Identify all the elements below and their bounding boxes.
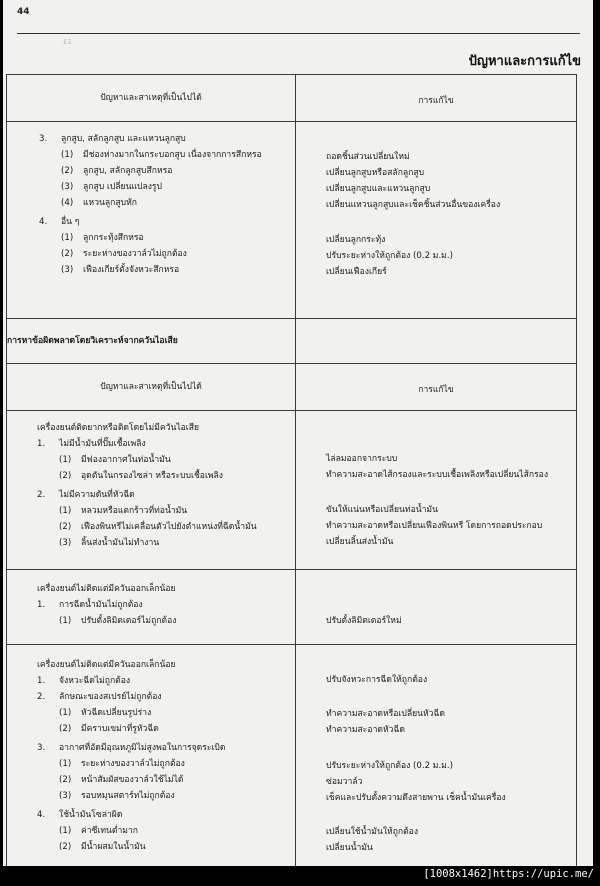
problem-item: เฟืองเกียร์ตั้งจังหวะสึกหรอ — [83, 265, 180, 275]
group-title: ไม่มีน้ำมันที่ปั๊มเชื้อเพลิง — [59, 439, 146, 449]
group-number: 3. — [37, 743, 46, 753]
fix-item: เปลี่ยนเฟืองเกียร์ — [326, 267, 387, 277]
fix-item: ปรับตั้งลิมิตเตอร์ใหม่ — [326, 616, 402, 626]
item-number: (2) — [59, 522, 72, 532]
item-number: (2) — [59, 842, 72, 852]
group-number: 2. — [37, 490, 46, 500]
item-number: (1) — [59, 708, 72, 718]
problem-item: ค่าซีเทนต่ำมาก — [81, 826, 138, 836]
group-title: ใช้น้ำมันโซล่าผิด — [59, 810, 123, 820]
table-row — [7, 645, 577, 884]
problem-item: ปรับตั้งลิมิตเตอร์ไม่ถูกต้อง — [81, 616, 177, 626]
problem-item: รอบหมุนสตาร์ทไม่ถูกต้อง — [81, 791, 175, 801]
problem-item: มีฟองอากาศในท่อน้ำมัน — [81, 455, 171, 465]
table-row — [7, 411, 577, 570]
block-heading: เครื่องยนต์ไม่ติดแต่มีควันออกเล็กน้อย — [37, 660, 176, 670]
section-title: การหาข้อผิดพลาดโดยวิเคราะห์จากควันไอเสีย — [7, 319, 296, 364]
problem-item: มีคราบเขม่าที่รูหัวฉีด — [81, 724, 159, 734]
fix-item: เปลี่ยนลูกกระทุ้ง — [326, 235, 386, 245]
header-problem: ปัญหาและสาเหตุที่เป็นไปได้ — [7, 364, 296, 411]
group-number: 4. — [39, 217, 48, 227]
fix-item: เปลี่ยนลูกสูบและแหวนลูกสูบ — [326, 184, 431, 194]
problem-item: ระยะห่างของวาล์วไม่ถูกต้อง — [83, 249, 187, 259]
fix-item: ทำความสะอาดไส้กรองและระบบเชื้อเพลิงหรือเปลี่ยนไส้กรอง — [326, 470, 549, 480]
item-number: (1) — [59, 616, 72, 626]
item-number: (3) — [61, 265, 74, 275]
problem-item: ระยะห่างของวาล์วไม่ถูกต้อง — [81, 759, 185, 769]
table-header — [7, 75, 577, 122]
problem-item: ลิ้นส่งน้ำมันไม่ทำงาน — [81, 538, 160, 548]
item-number: (2) — [59, 471, 72, 481]
fix-item: ปรับจังหวะการฉีดให้ถูกต้อง — [326, 675, 428, 685]
faint-mark: £1 — [63, 38, 72, 46]
header-fix: การแก้ไข — [296, 75, 577, 122]
problem-item: มีน้ำผสมในน้ำมัน — [81, 842, 146, 852]
fix-item: เปลี่ยนลูกสูบหรือสลักลูกสูบ — [326, 168, 425, 178]
item-number: (3) — [59, 538, 72, 548]
item-number: (3) — [59, 791, 72, 801]
section-title-row — [7, 319, 577, 364]
fix-item: ถอดชิ้นส่วนเปลี่ยนใหม่ — [326, 152, 410, 162]
problem-item: เฟืองพินหรีไม่เคลื่อนตัวไปยังตำแหน่งที่ฉีดน้ำมัน — [81, 522, 257, 532]
fix-item: เช็คและปรับตั้งความตึงสายพาน เช็คน้ำมันเครื่อง — [326, 793, 506, 803]
block-heading: เครื่องยนต์ไม่ติดแต่มีควันออกเล็กน้อย — [37, 584, 176, 594]
fix-item: ทำความสะอาดหรือเปลี่ยนเฟืองพินหรี โดยการถอดประกอบ — [326, 521, 543, 531]
item-number: (3) — [61, 182, 74, 192]
item-number: (1) — [59, 826, 72, 836]
group-title: การฉีดน้ำมันไม่ถูกต้อง — [59, 600, 143, 610]
item-number: (1) — [61, 150, 74, 160]
problem-item: หลวมหรือแตกร้าวที่ท่อน้ำมัน — [81, 506, 188, 516]
fix-item: ขันให้แน่นหรือเปลี่ยนท่อน้ำมัน — [326, 505, 438, 515]
page-number: 44 — [17, 7, 30, 17]
problem-item: หัวฉีดเปลี่ยนรูปร่าง — [81, 708, 152, 718]
problem-item: มีช่องห่างมากในกระบอกสูบ เนื่องจากการสึกหรอ — [83, 150, 262, 160]
chapter-title: ปัญหาและการแก้ไข — [468, 54, 581, 69]
group-number: 2. — [37, 692, 46, 702]
fix-item: เปลี่ยนใช้น้ำมันให้ถูกต้อง — [326, 827, 419, 837]
fix-item: ไล่ลมออกจากระบบ — [326, 454, 398, 464]
group-title: จังหวะฉีดไม่ถูกต้อง — [59, 676, 131, 686]
group-title: ลักษณะของสเปรย์ไม่ถูกต้อง — [59, 692, 162, 702]
group-title: อากาศที่อัดมีอุณหภูมิไม่สูงพอในการจุดระเบิด — [59, 743, 226, 753]
fix-item: เปลี่ยนน้ำมัน — [326, 843, 373, 853]
item-number: (4) — [61, 198, 74, 208]
group-number: 4. — [37, 810, 46, 820]
fix-item: ปรับระยะห่างให้ถูกต้อง (0.2 ม.ม.) — [326, 251, 453, 261]
item-number: (2) — [61, 166, 74, 176]
group-title: ไม่มีความดันที่หัวฉีด — [59, 490, 135, 500]
item-number: (2) — [59, 775, 72, 785]
header-problem: ปัญหาและสาเหตุที่เป็นไปได้ — [7, 75, 296, 122]
problem-item: ลูกสูบ, สลักลูกสูบสึกหรอ — [83, 166, 173, 176]
item-number: (1) — [59, 759, 72, 769]
item-number: (2) — [59, 724, 72, 734]
group-number: 1. — [37, 439, 46, 449]
item-number: (1) — [61, 233, 74, 243]
watermark-text: [1008x1462]https://upic.me/ — [423, 868, 594, 880]
header-fix: การแก้ไข — [296, 364, 577, 411]
table-row — [7, 570, 577, 645]
watermark-bar — [0, 866, 600, 886]
group-title: ลูกสูบ, สลักลูกสูบ และแหวนลูกสูบ — [61, 134, 186, 144]
group-number: 3. — [39, 134, 48, 144]
fix-item: ทำความสะอาดหรือเปลี่ยนหัวฉีด — [326, 709, 445, 719]
troubleshooting-table — [6, 74, 577, 884]
table-header — [7, 364, 577, 411]
item-number: (2) — [61, 249, 74, 259]
problem-item: ลูกสูบ เปลี่ยนแปลงรูป — [83, 182, 162, 192]
group-number: 1. — [37, 676, 46, 686]
header-rule — [17, 33, 580, 34]
problem-item: ลูกกระทุ้งสึกหรอ — [83, 233, 144, 243]
fix-item: ปรับระยะห่างให้ถูกต้อง (0.2 ม.ม.) — [326, 761, 453, 771]
group-title: อื่น ๆ — [61, 217, 80, 227]
fix-item: ทำความสะอาดหัวฉีด — [326, 725, 405, 735]
fix-item: เปลี่ยนแหวนลูกสูบและเช็คชิ้นส่วนอื่นของเครื่อง — [326, 200, 501, 210]
table-row — [7, 122, 577, 319]
item-number: (1) — [59, 506, 72, 516]
group-number: 1. — [37, 600, 46, 610]
problem-item: หน้าสัมผัสของวาล์วใช้ไม่ได้ — [81, 775, 184, 785]
problem-item: อุดตันในกรองไซล่า หรือระบบเชื้อเพลิง — [81, 471, 224, 481]
problem-item: แหวนลูกสูบหัก — [83, 198, 137, 208]
item-number: (1) — [59, 455, 72, 465]
block-heading: เครื่องยนต์ติดยากหรือติดโดยไม่มีควันไอเสีย — [37, 423, 200, 433]
fix-item: เปลี่ยนลิ้นส่งน้ำมัน — [326, 537, 394, 547]
fix-item: ซ่อมวาล์ว — [326, 777, 363, 787]
